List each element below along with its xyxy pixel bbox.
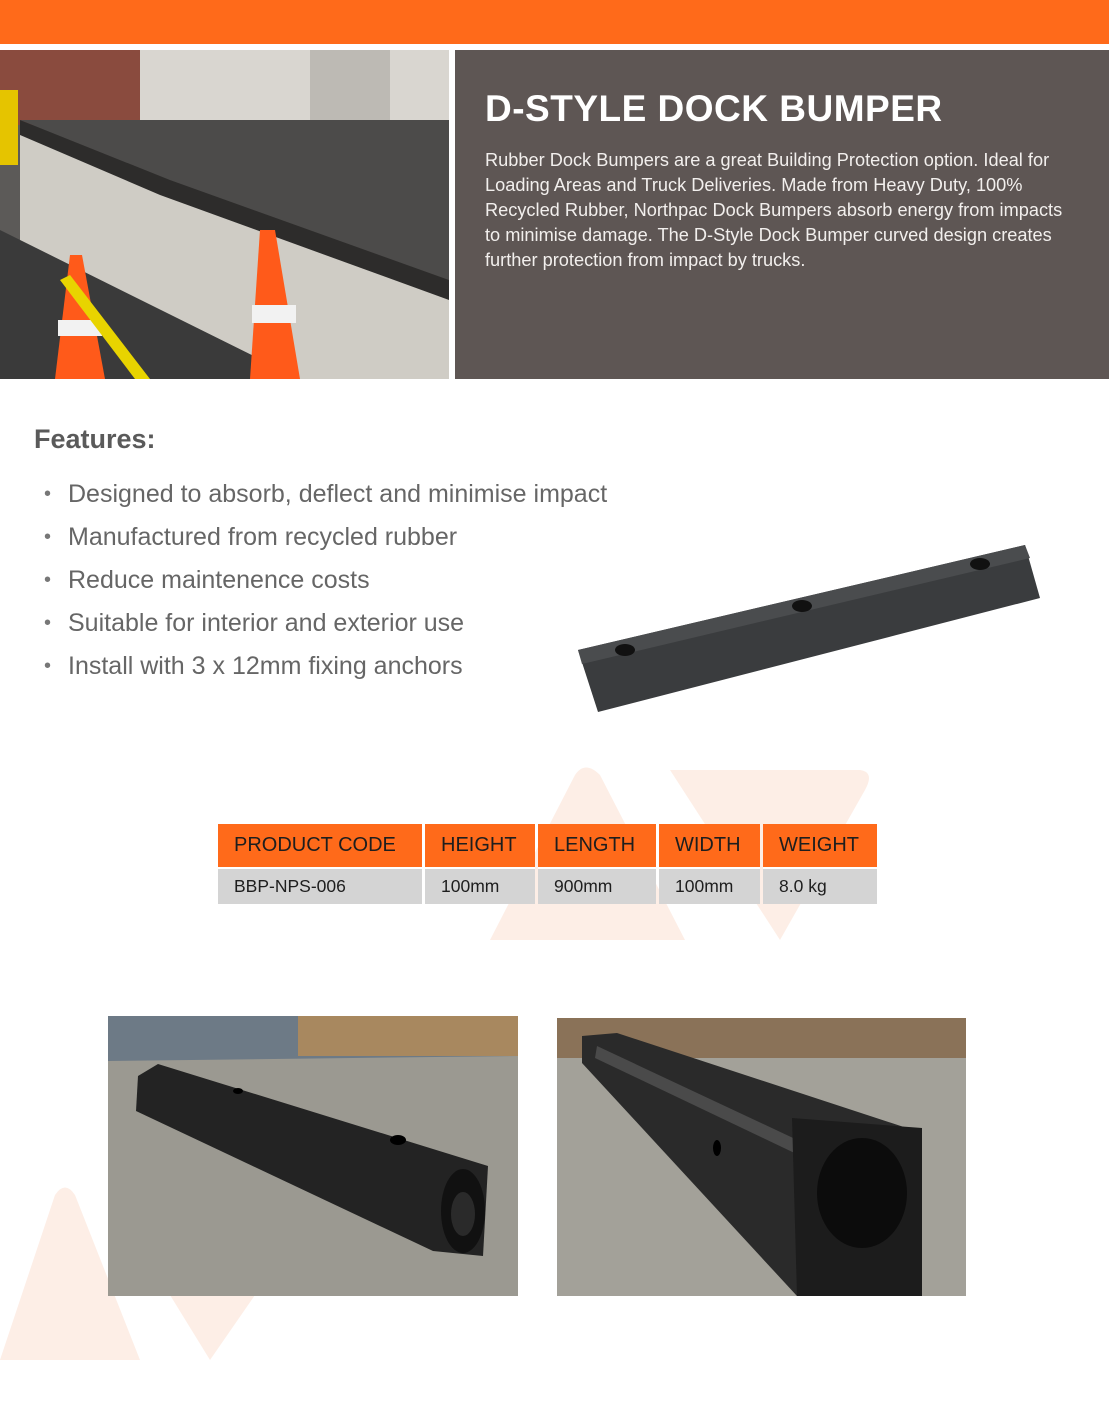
features-heading: Features: — [34, 424, 156, 454]
col-header-width: WIDTH — [659, 824, 760, 867]
hero-panel — [455, 50, 1109, 379]
spec-table — [215, 824, 880, 904]
feature-item: • Install with 3 x 12mm fixing anchors — [44, 646, 607, 689]
cell-length: 900mm — [538, 867, 656, 904]
feature-item: • Reduce maintenence costs — [44, 560, 607, 603]
col-header-weight: WEIGHT — [763, 824, 877, 867]
cell-product-code: BBP-NPS-006 — [218, 867, 422, 904]
hero-photo-loading-dock — [0, 50, 449, 379]
product-image-bumper — [570, 540, 1050, 720]
feature-item: • Manufactured from recycled rubber — [44, 517, 607, 560]
top-accent-bar — [0, 0, 1109, 44]
cell-height: 100mm — [425, 867, 535, 904]
cell-weight: 8.0 kg — [763, 867, 877, 904]
feature-item: • Suitable for interior and exterior use — [44, 603, 607, 646]
table-row — [218, 867, 877, 904]
col-header-product-code: PRODUCT CODE — [218, 824, 422, 867]
feature-item: • Designed to absorb, deflect and minimise impact — [44, 474, 607, 517]
page-title: D-STYLE DOCK BUMPER — [485, 88, 943, 129]
product-photo-end — [557, 1018, 966, 1296]
col-header-height: HEIGHT — [425, 824, 535, 867]
product-photo-side — [108, 1016, 518, 1296]
spec-table-header-row — [218, 824, 877, 867]
col-header-length: LENGTH — [538, 824, 656, 867]
features-list — [44, 474, 607, 689]
cell-width: 100mm — [659, 867, 760, 904]
product-description: Rubber Dock Bumpers are a great Building Protection option. Ideal for Loading Areas and Truck Deliveries. Made from Heavy Duty, 100% Recycled Rubber, Northpac Dock Bumpers absorb energy from impacts to minimise damage. The D-Style Dock Bumper curved design creates further protection from impact by trucks. — [485, 150, 1063, 270]
